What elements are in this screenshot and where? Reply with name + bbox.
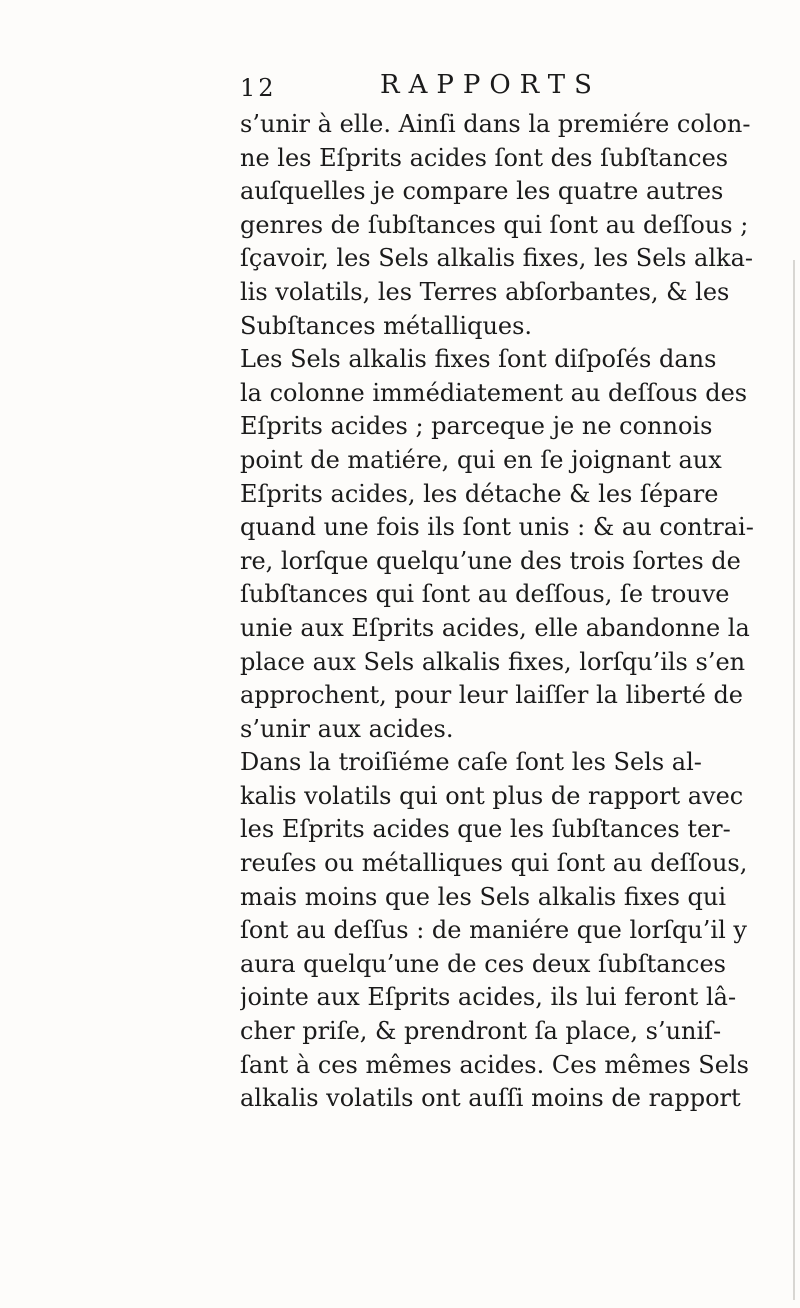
text-line: unie aux Eſprits acides, elle abandonne la — [240, 613, 750, 642]
text-line: s’unir à elle. Ainſi dans la premiére colon- — [240, 110, 751, 138]
text-line: quand une fois ils ſont unis : & au contrai- — [240, 513, 754, 542]
text-line: Les Sels alkalis fixes ſont diſpoſés dans — [240, 345, 717, 374]
text-line: les Eſprits acides que les ſubſtances ter- — [240, 815, 731, 844]
body-text — [240, 108, 800, 1116]
page-header — [240, 70, 620, 110]
text-line: cher priſe, & prendront ſa place, s’uniſ- — [240, 1017, 722, 1046]
text-line: Dans la troiſiéme caſe ſont les Sels al- — [240, 748, 702, 777]
running-head: RAPPORTS — [380, 70, 601, 100]
text-line: alkalis volatils ont auſſi moins de rapport — [240, 1084, 741, 1113]
text-line: Subſtances métalliques. — [240, 311, 533, 340]
text-line: ſont au deſſus : de maniére que lorſqu’il y — [240, 916, 747, 945]
text-line: s’unir aux acides. — [240, 714, 454, 743]
text-line: jointe aux Eſprits acides, ils lui feront lâ- — [240, 983, 737, 1012]
text-line: la colonne immédiatement au deſſous des — [240, 378, 748, 407]
text-line: mais moins que les Sels alkalis fixes qui — [240, 882, 727, 911]
text-line: reuſes ou métalliques qui ſont au deſſous, — [240, 849, 748, 878]
text-line: Eſprits acides, les détache & les ſépare — [240, 479, 719, 508]
page-number: 12 — [240, 74, 277, 102]
text-line: aura quelqu’une de ces deux ſubſtances — [240, 949, 726, 978]
text-line: re, lorſque quelqu’une des trois ſortes de — [240, 546, 741, 575]
text-line: kalis volatils qui ont plus de rapport avec — [240, 781, 744, 810]
text-line: ſçavoir, les Sels alkalis fixes, les Sels alka- — [240, 244, 753, 273]
text-line: genres de ſubſtances qui ſont au deſſous ; — [240, 210, 749, 239]
text-line: lis volatils, les Terres abſorbantes, & les — [240, 277, 730, 306]
text-line: ſant à ces mêmes acides. Ces mêmes Sels — [240, 1050, 749, 1079]
text-line: ſubſtances qui ſont au deſſous, ſe trouve — [240, 580, 730, 609]
text-line: point de matiére, qui en ſe joignant aux — [240, 445, 722, 474]
text-line: place aux Sels alkalis fixes, lorſqu’ils s’en — [240, 647, 746, 676]
text-line: approchent, pour leur laiſſer la liberté de — [240, 681, 744, 710]
text-line: ne les Eſprits acides ſont des ſubſtances — [240, 143, 729, 172]
text-line: auſquelles je compare les quatre autres — [240, 177, 724, 206]
text-line: Eſprits acides ; parceque je ne connois — [240, 412, 713, 441]
